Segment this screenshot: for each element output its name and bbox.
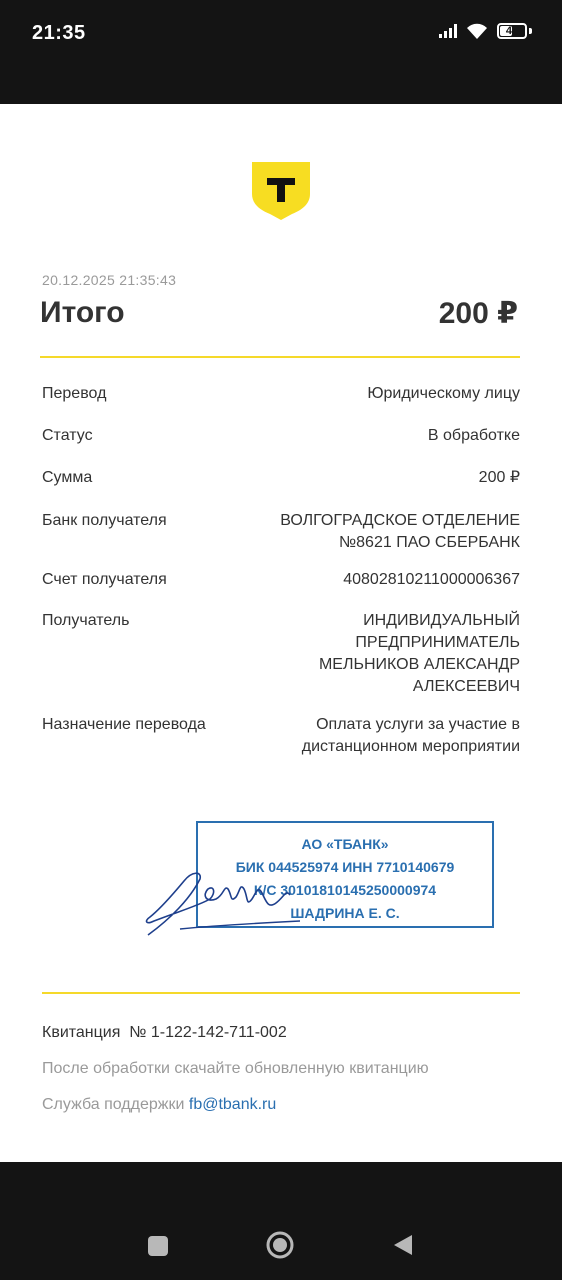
after-processing-note: После обработки скачайте обновленную квитанцию: [42, 1060, 429, 1077]
battery-level: 46: [505, 25, 519, 37]
receipt-number: [42, 1024, 287, 1042]
wifi-icon: [465, 22, 489, 40]
row-label: Банк получателя: [42, 512, 167, 529]
row-value: 40802810211000006367: [343, 571, 520, 588]
row-label: Сумма: [42, 469, 93, 486]
row-value: Оплата услуги за участие в дистанционном мероприятии: [301, 716, 520, 755]
row-value: Юридическому лицу: [367, 385, 520, 402]
signal-icon: [439, 24, 457, 38]
row-status: [42, 425, 520, 447]
battery-tip: [529, 28, 532, 34]
row-amount: [42, 467, 520, 489]
battery-icon: [497, 23, 527, 39]
receipt: [0, 104, 562, 1162]
tbank-logo: [250, 160, 312, 222]
row-value: 200 ₽: [478, 469, 520, 486]
status-bar: [0, 0, 562, 104]
divider-bottom: [42, 992, 520, 994]
row-recipient-account: [42, 569, 520, 591]
back-button[interactable]: [392, 1233, 416, 1257]
row-transfer-type: [42, 383, 520, 405]
row-label: Счет получателя: [42, 571, 167, 588]
signature-image: [140, 859, 310, 939]
row-label: Получатель: [42, 612, 130, 629]
navigation-bar: [0, 1162, 562, 1280]
total-amount: 200 ₽: [438, 297, 518, 330]
stamp-line: К/С 30101810145250000974: [253, 882, 437, 898]
row-label: Перевод: [42, 385, 107, 402]
home-button[interactable]: [266, 1231, 294, 1259]
support-label: Служба поддержки: [42, 1096, 185, 1113]
status-time: 21:35: [32, 22, 86, 44]
receipt-number-value: № 1-122-142-711-002: [129, 1024, 287, 1041]
row-label: Статус: [42, 427, 93, 444]
receipt-datetime: 20.12.2025 21:35:43: [42, 272, 177, 288]
stamp-line: ШАДРИНА Е. С.: [290, 905, 400, 921]
stamp-line: БИК 044525974 ИНН 7710140679: [235, 859, 455, 875]
receipt-number-label: Квитанция: [42, 1024, 121, 1041]
row-value: ИНДИВИДУАЛЬНЫЙ ПРЕДПРИНИМАТЕЛЬ МЕЛЬНИКОВ АЛЕКСАНДР АЛЕКСЕЕВИЧ: [318, 612, 520, 695]
row-recipient-bank: [42, 510, 520, 554]
support-line: [42, 1096, 276, 1114]
recent-apps-button[interactable]: [148, 1236, 168, 1256]
divider-top: [40, 356, 520, 358]
row-recipient: [42, 610, 520, 698]
row-purpose: [42, 714, 520, 758]
system-icons: [439, 22, 532, 40]
row-value: В обработке: [427, 427, 520, 444]
row-label: Назначение перевода: [42, 716, 206, 733]
total-label: Итого: [40, 296, 125, 329]
support-email-link[interactable]: fb@tbank.ru: [188, 1096, 277, 1113]
stamp-line: АО «ТБАНК»: [301, 836, 389, 852]
row-value: ВОЛГОГРАДСКОЕ ОТДЕЛЕНИЕ №8621 ПАО СБЕРБАНК: [280, 512, 520, 551]
